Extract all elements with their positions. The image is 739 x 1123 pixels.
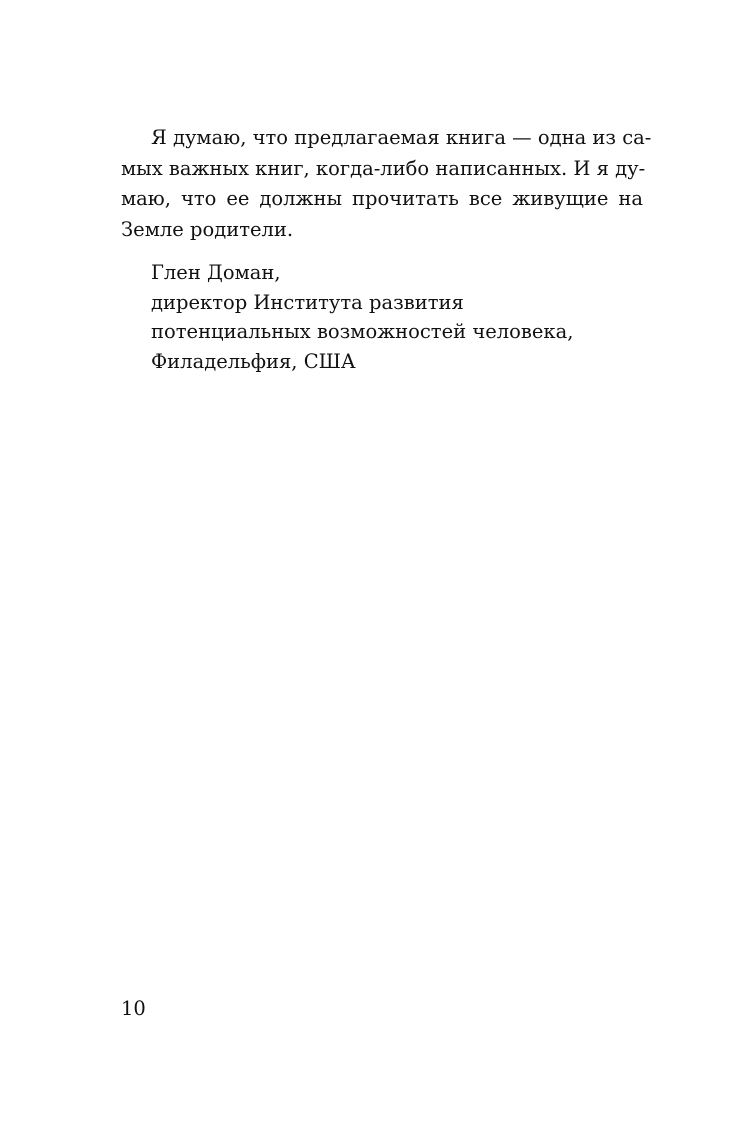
page-number: 10 bbox=[121, 997, 146, 1020]
quote-line-2: мых важных книг, когда-либо написанных. И я ду- bbox=[121, 156, 646, 180]
author-title: директор Института развития bbox=[151, 290, 464, 314]
author-name: Глен Доман, bbox=[151, 261, 281, 284]
quote-line-1: Я думаю, что предлагаемая книга — одна из са- bbox=[151, 126, 652, 149]
quote-line-4: Земле родители. bbox=[121, 217, 294, 241]
quote-paragraph bbox=[121, 123, 652, 245]
author-institute: потенциальных возможностей человека, bbox=[151, 320, 574, 343]
author-location: Филадельфия, США bbox=[151, 349, 356, 373]
author-signature bbox=[151, 258, 631, 376]
quote-line-3: маю, что ее должны прочитать все живущие на bbox=[121, 187, 643, 210]
